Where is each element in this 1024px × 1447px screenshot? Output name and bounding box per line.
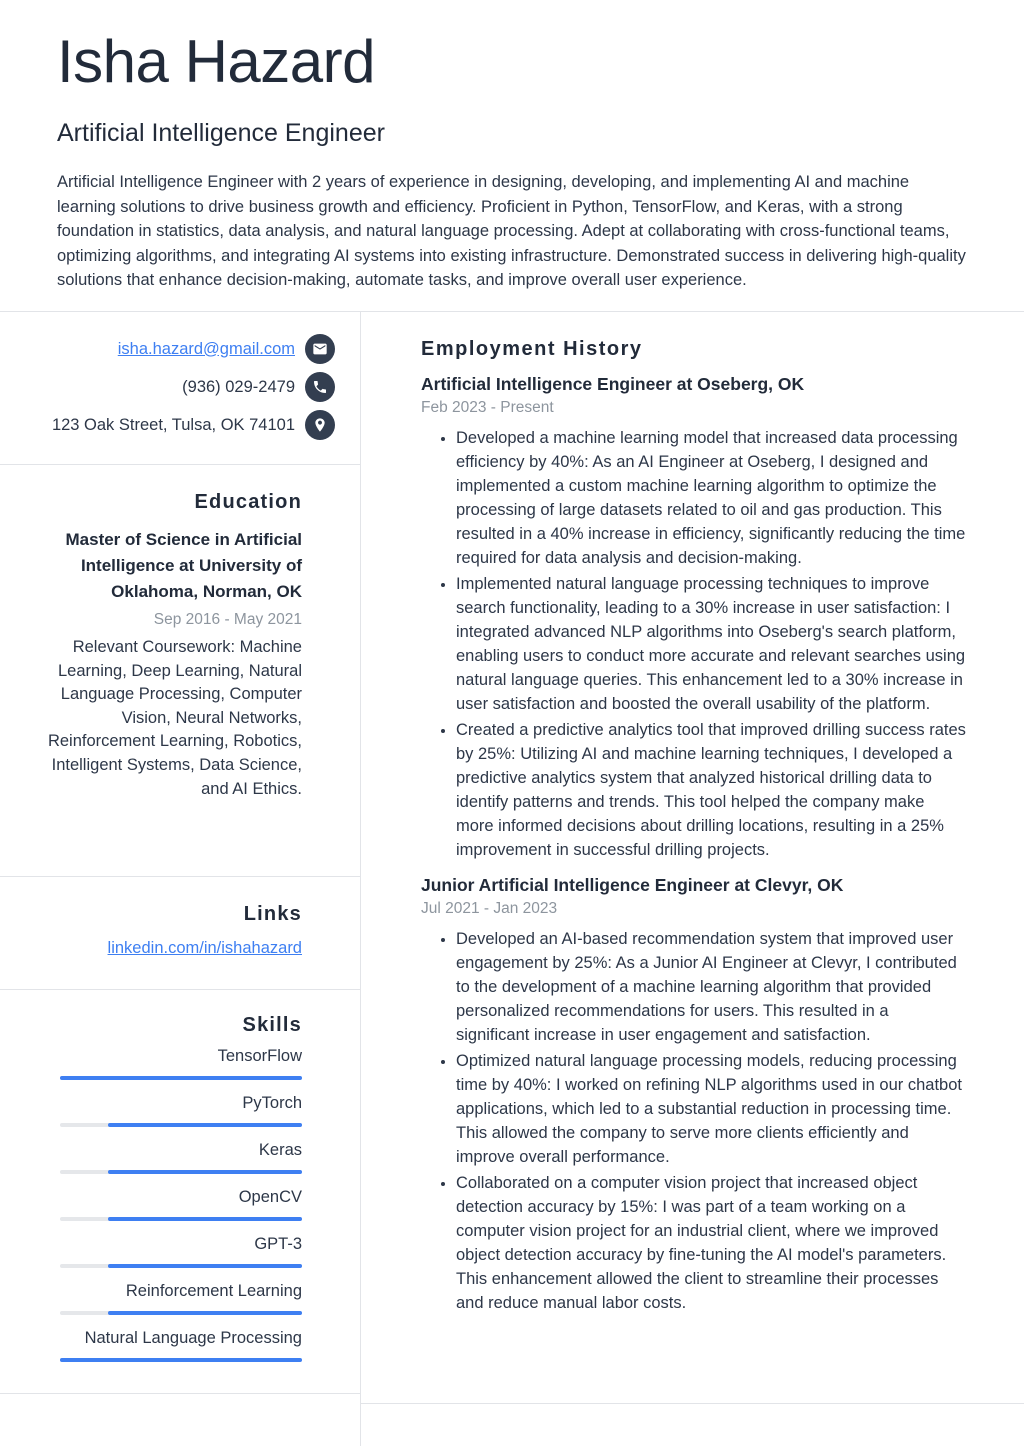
job-title: Artificial Intelligence Engineer at Oseberg, OK: [421, 374, 805, 394]
email-icon: [305, 334, 335, 364]
email-link[interactable]: isha.hazard@gmail.com: [117, 339, 295, 358]
skill-item: [60, 1047, 302, 1080]
job-bullets: [421, 426, 966, 862]
contact-row-phone: [20, 372, 335, 402]
skill-bar: [60, 1264, 302, 1268]
skill-name: Keras: [258, 1141, 302, 1159]
contact-row-email: [20, 334, 335, 364]
education-dates: Sep 2016 - May 2021: [153, 611, 302, 628]
skill-name: OpenCV: [238, 1188, 302, 1206]
profile-summary: Artificial Intelligence Engineer with 2 years of experience in designing, developing, and implementing AI and machine learning solutions to drive business growth and efficiency. Proficient in Python, TensorFlow, and Keras, with a strong foundation in statistics, data analysis, and natural language processing. Adept at collaborating with cross-functional teams, optimizing algorithms, and integrating AI systems into existing infrastructure. Demonstrated success in delivering high-quality solutions that enhance decision-making, automate tasks, and improve overall user experience.: [57, 173, 966, 289]
candidate-name: Isha Hazard: [57, 28, 375, 95]
skill-bar: [60, 1217, 302, 1221]
job-title: Junior Artificial Intelligence Engineer at Clevyr, OK: [421, 875, 844, 895]
resume-body: [0, 311, 1024, 1446]
skill-item: [60, 1141, 302, 1174]
skill-name: PyTorch: [242, 1094, 302, 1112]
skill-bar-fill: [108, 1311, 302, 1315]
resume-header: [0, 0, 1024, 311]
education-degree: Master of Science in Artificial Intelligence at University of Oklahoma, Norman, OK: [65, 530, 302, 601]
sidebar: [0, 312, 361, 1446]
skill-item: [60, 1282, 302, 1315]
job-bullets: [421, 927, 966, 1315]
skill-bar: [60, 1358, 302, 1362]
skill-bar-fill: [108, 1123, 302, 1127]
education-heading: Education: [194, 491, 302, 513]
job-dates: Feb 2023 - Present: [421, 399, 554, 416]
skill-bar: [60, 1170, 302, 1174]
postal-address: 123 Oak Street, Tulsa, OK 74101: [51, 415, 295, 434]
skill-bar-fill: [108, 1217, 302, 1221]
skill-item: [60, 1188, 302, 1221]
skill-name: Reinforcement Learning: [125, 1282, 302, 1300]
skills-heading: Skills: [242, 1014, 302, 1036]
skill-name: TensorFlow: [217, 1047, 302, 1065]
job-bullet: • Implemented natural language processing techniques to improve search functionality, leading to a 30% increase in user satisfaction: I integrated advanced NLP algorithms into Oseberg's search platform, enabling users to conduct more accurate and relevant searches using natural language queries. This enhancement led to a 30% increase in user satisfaction and boosted the overall usability of the platform.: [456, 572, 966, 716]
job-bullet: • Collaborated on a computer vision project that increased object detection accuracy by 15%: I was part of a team working on a computer vision project for an industrial client, where we improved object detection accuracy by fine-tuning the AI model's parameters. This enhancement allowed the client to streamline their processes and reduce manual labor costs.: [456, 1171, 966, 1315]
skill-name: Natural Language Processing: [84, 1329, 302, 1347]
skill-bar-fill: [108, 1170, 302, 1174]
education-section: [0, 465, 360, 877]
location-icon: [305, 410, 335, 440]
job-entry: [421, 875, 966, 1315]
job-entry: [421, 374, 966, 862]
skill-bar-fill: [60, 1076, 302, 1080]
skill-item: [60, 1235, 302, 1268]
links-heading: Links: [243, 903, 302, 925]
link-item: [40, 939, 302, 958]
candidate-title: Artificial Intelligence Engineer: [57, 119, 385, 147]
employment-heading: Employment History: [421, 338, 643, 360]
job-dates: Jul 2021 - Jan 2023: [421, 900, 558, 917]
phone-icon: [305, 372, 335, 402]
contact-section: [0, 312, 360, 465]
skill-bar: [60, 1076, 302, 1080]
skill-bar-fill: [108, 1264, 302, 1268]
job-bullet: • Created a predictive analytics tool that improved drilling success rates by 25%: Utilizing AI and machine learning techniques, I developed a predictive analytics system that analyzed historical drilling data to identify patterns and trends. This tool helped the company make more informed decisions about drilling locations, resulting in a 25% improvement in successful drilling projects.: [456, 718, 966, 862]
linkedin-link[interactable]: linkedin.com/in/ishahazard: [107, 939, 302, 957]
skills-section: [0, 990, 360, 1394]
skill-item: [60, 1094, 302, 1127]
skill-bar-fill: [60, 1358, 302, 1362]
job-bullet: • Optimized natural language processing models, reducing processing time by 40%: I worked on refining NLP algorithms used in our chatbot applications, which led to a substantial reduction in processing time. This allowed the company to serve more clients efficiently and improve overall performance.: [456, 1049, 966, 1169]
section-divider: [361, 1403, 1024, 1404]
job-bullet: • Developed a machine learning model that increased data processing efficiency by 40%: As an AI Engineer at Oseberg, I designed and implemented a custom machine learning algorithm to optimize the processing of large datasets related to oil and gas production. This resulted in a 40% increase in efficiency, significantly reducing the time required for data analysis and decision-making.: [456, 426, 966, 570]
education-coursework: Relevant Coursework: Machine Learning, Deep Learning, Natural Language Processing, Computer Vision, Neural Networks, Reinforcement Learning, Robotics, Intelligent Systems, Data Science, and AI Ethics.: [47, 638, 302, 798]
job-bullet: • Developed an AI-based recommendation system that improved user engagement by 25%: As a Junior AI Engineer at Clevyr, I contributed to the development of a machine learning algorithm that provided personalized recommendations for users. This resulted in a significant increase in user engagement and satisfaction.: [456, 927, 966, 1047]
contact-row-address: [20, 410, 335, 440]
phone-number: (936) 029-2479: [182, 377, 295, 396]
skill-bar: [60, 1123, 302, 1127]
links-section: [0, 877, 360, 990]
skill-name: GPT-3: [254, 1235, 302, 1253]
employment-column: [361, 312, 1024, 1446]
skill-bar: [60, 1311, 302, 1315]
skill-item: [60, 1329, 302, 1362]
